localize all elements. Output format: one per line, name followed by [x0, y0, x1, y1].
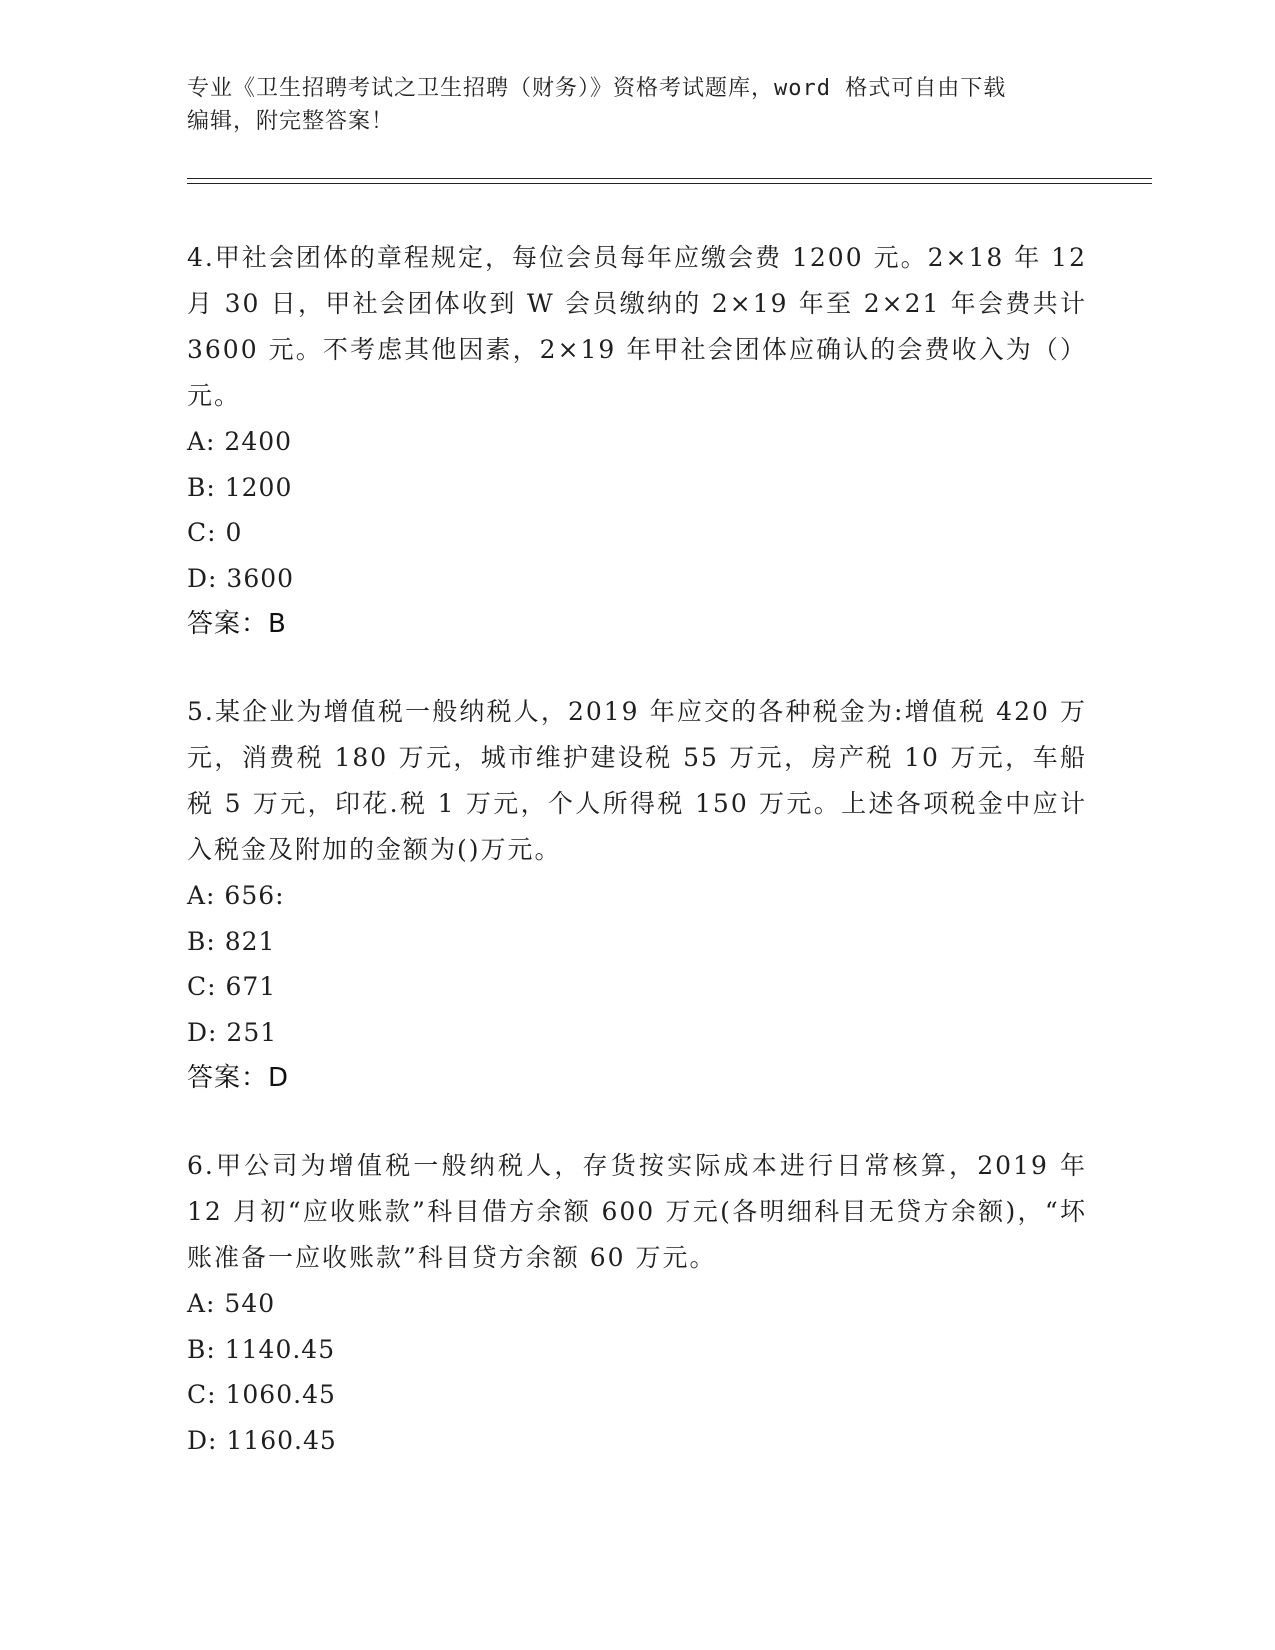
option-b: B: 1140.45	[187, 1334, 336, 1364]
option-d: D: 3600	[187, 563, 295, 593]
header-divider-top	[187, 178, 1152, 179]
document-header	[187, 72, 1087, 138]
option-d: D: 251	[187, 1017, 278, 1047]
question-stem: 5.某企业为增值税一般纳税人，2019 年应交的各种税金为:增值税 420 万元，消费税 180 万元，城市维护建设税 55 万元，房产税 10 万元，车船税 5 万元，印花.税 1 万元，个人所得税 150 万元。上述各项税金中应计入税金及附加的金额为()万元。	[187, 697, 1087, 864]
option-c: C: 0	[187, 518, 243, 547]
question-stem: 6.甲公司为增值税一般纳税人，存货按实际成本进行日常核算，2019 年 12 月初“应收账款”科目借方余额 600 万元(各明细科目无贷方余额)，“坏账准备一应收账款”科目贷方余额 60 万元。	[187, 1151, 1087, 1272]
option-c: C: 671	[187, 972, 277, 1001]
header-divider-bottom	[187, 183, 1152, 184]
option-a: A: 656:	[187, 881, 285, 910]
question-stem: 4.甲社会团体的章程规定，每位会员每年应缴会费 1200 元。2×18 年 12 月 30 日，甲社会团体收到 W 会员缴纳的 2×19 年至 2×21 年会费共计 3600 元。不考虑其他因素，2×19 年甲社会团体应确认的会费收入为（）元。	[187, 243, 1087, 410]
question-6	[187, 1143, 1087, 1463]
header-line-1: 专业《卫生招聘考试之卫生招聘（财务）》资格考试题库，word 格式可自由下载	[187, 76, 1007, 101]
option-b: B: 821	[187, 926, 276, 956]
question-5	[187, 689, 1087, 1101]
question-4	[187, 235, 1087, 647]
question-answer: 答案：D	[187, 1063, 290, 1093]
header-line-2: 编辑，附完整答案！	[187, 109, 395, 134]
option-c: C: 1060.45	[187, 1380, 336, 1409]
option-a: A: 2400	[187, 427, 293, 456]
question-answer: 答案：B	[187, 609, 287, 639]
option-d: D: 1160.45	[187, 1425, 337, 1455]
option-a: A: 540	[187, 1289, 276, 1318]
option-b: B: 1200	[187, 472, 293, 502]
